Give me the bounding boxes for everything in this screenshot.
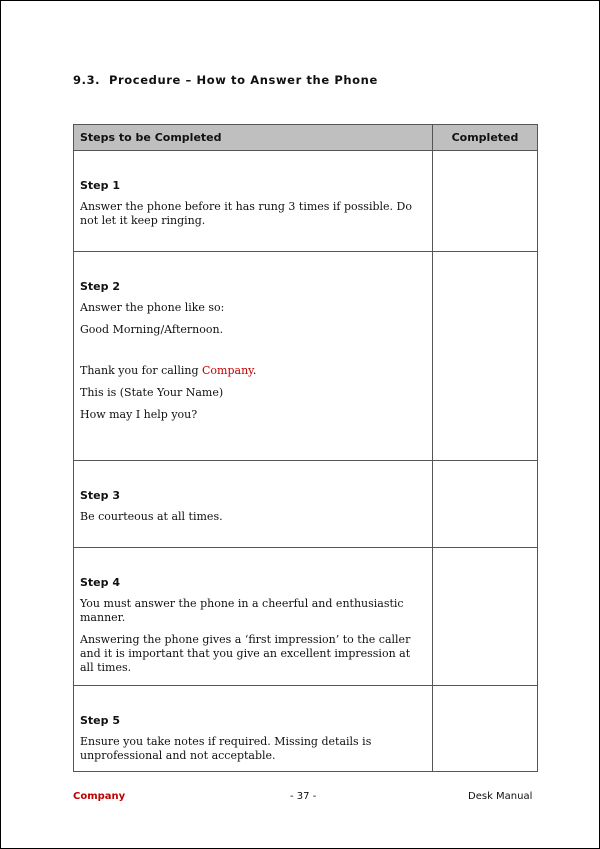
greeting-suffix: . bbox=[252, 364, 257, 377]
table-row-step-3 bbox=[74, 461, 538, 548]
completed-cell[interactable] bbox=[433, 151, 538, 252]
step-text: Ensure you take notes if required. Missing details is unprofessional and not acceptable. bbox=[80, 735, 372, 762]
completed-cell[interactable] bbox=[433, 548, 538, 686]
step-text: This is (State Your Name) bbox=[80, 386, 224, 399]
step-text: How may I help you? bbox=[80, 408, 198, 421]
step-cell bbox=[74, 548, 433, 686]
procedure-table bbox=[73, 124, 538, 772]
section-number: 9.3. bbox=[73, 73, 101, 87]
step-title: Step 2 bbox=[80, 280, 120, 293]
completed-cell[interactable] bbox=[433, 461, 538, 548]
step-cell bbox=[74, 151, 433, 252]
table-row-step-2 bbox=[74, 252, 538, 461]
step-title: Step 1 bbox=[80, 179, 120, 192]
greeting-prefix: Thank you for calling bbox=[80, 364, 202, 377]
footer-company: Company bbox=[73, 791, 126, 802]
step-title: Step 5 bbox=[80, 714, 120, 727]
completed-cell[interactable] bbox=[433, 252, 538, 461]
step-text: You must answer the phone in a cheerful and enthusiastic manner. bbox=[80, 597, 404, 624]
table-row-step-1 bbox=[74, 151, 538, 252]
step-text: Answer the phone like so: bbox=[80, 301, 225, 314]
step-text: Answer the phone before it has rung 3 times if possible. Do not let it keep ringing. bbox=[80, 200, 412, 227]
table-row-step-4 bbox=[74, 548, 538, 686]
table-header-row bbox=[74, 125, 538, 151]
section-heading bbox=[73, 73, 378, 87]
step-cell bbox=[74, 461, 433, 548]
step-text: Answering the phone gives a ‘first impression’ to the caller and it is important that you give an excellent impression at all times. bbox=[80, 633, 411, 674]
step-cell bbox=[74, 252, 433, 461]
section-title: Procedure – How to Answer the Phone bbox=[109, 73, 378, 87]
header-steps: Steps to be Completed bbox=[74, 125, 433, 151]
step-title: Step 3 bbox=[80, 489, 120, 502]
table-row-step-5 bbox=[74, 686, 538, 772]
company-name: Company bbox=[202, 364, 253, 377]
completed-cell[interactable] bbox=[433, 686, 538, 772]
step-text bbox=[80, 364, 426, 378]
step-text: Be courteous at all times. bbox=[80, 510, 223, 523]
footer-page-number: - 37 - bbox=[290, 791, 317, 802]
footer-document-title: Desk Manual bbox=[468, 791, 533, 802]
step-title: Step 4 bbox=[80, 576, 120, 589]
step-text: Good Morning/Afternoon. bbox=[80, 323, 224, 336]
step-cell bbox=[74, 686, 433, 772]
header-completed: Completed bbox=[433, 125, 538, 151]
